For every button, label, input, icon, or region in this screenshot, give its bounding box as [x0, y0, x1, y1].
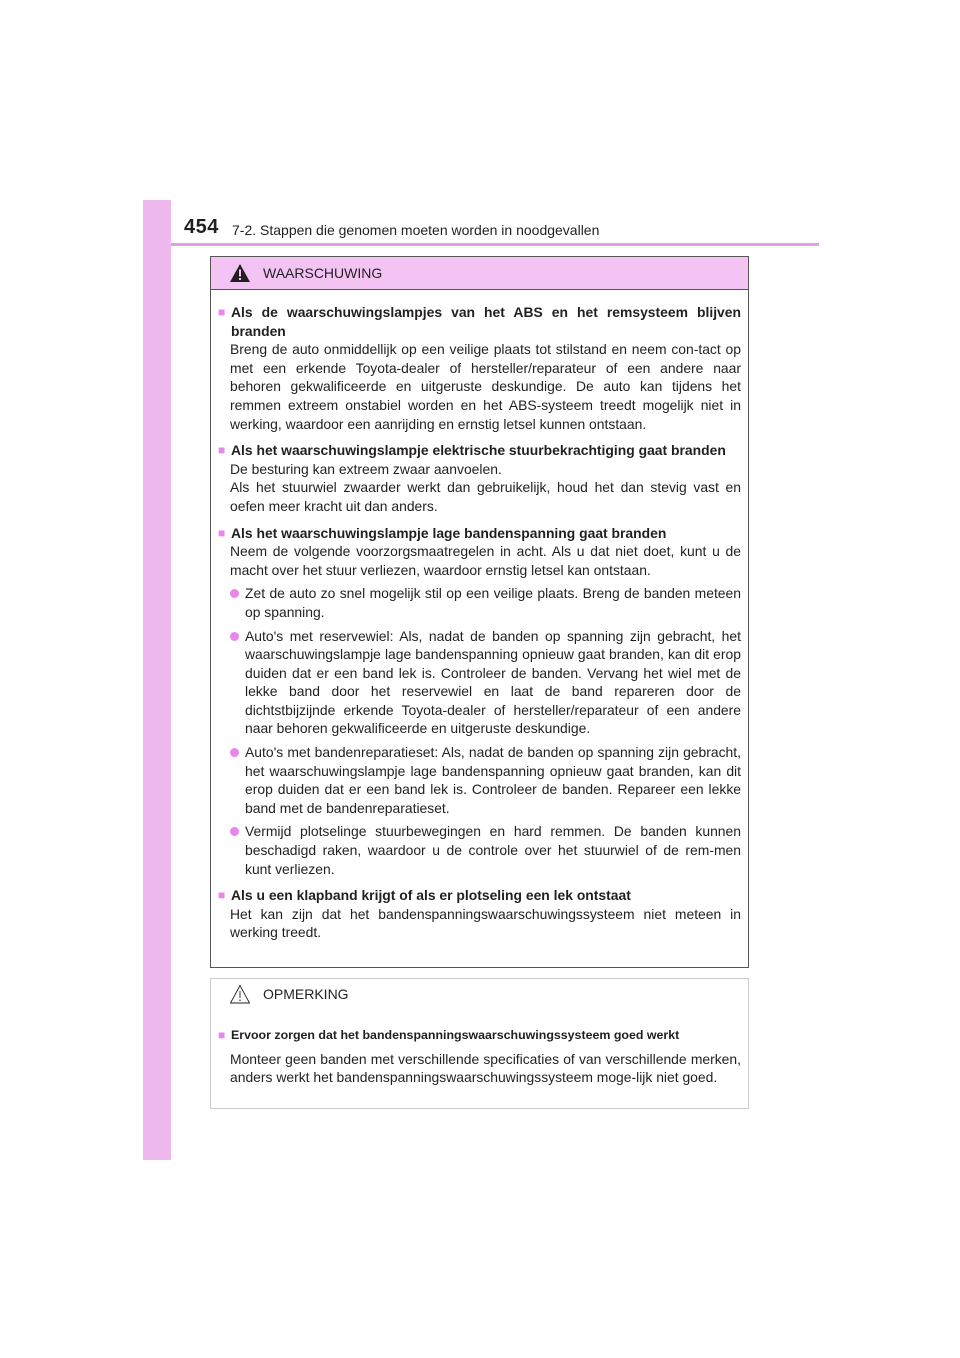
item-heading-text: Als het waarschuwingslampje elektrische stuurbekrachtiging gaat branden — [231, 442, 726, 459]
bullet-dot-icon — [230, 827, 239, 836]
item-heading — [218, 524, 741, 543]
item-paragraph: Monteer geen banden met verschillende specificaties of van verschillende merken, anders werkt het bandenspanningswaarschuwingssysteem moge-lijk niet goed. — [230, 1050, 741, 1086]
square-bullet-icon: ■ — [218, 1028, 226, 1042]
caution-triangle-icon — [229, 984, 251, 1004]
warning-title: WAARSCHUWING — [263, 265, 383, 281]
warning-triangle-icon — [229, 263, 251, 283]
item-heading-text: Als het waarschuwingslampje lage bandenspanning gaat branden — [231, 524, 667, 541]
chapter-side-band — [143, 200, 171, 1160]
notice-item — [218, 1026, 741, 1087]
item-heading-text: Ervoor zorgen dat het bandenspanningswaarschuwingssysteem goed werkt — [231, 1028, 680, 1042]
warning-item — [218, 303, 741, 433]
item-paragraph: Breng de auto onmiddellijk op een veilige plaats tot stilstand en neem con-tact op met een erkende Toyota-dealer of hersteller/reparateur of een andere naar behoren gekwalificeerde en uitgeruste deskundige. De auto kan tijdens het remmen extreem onstabiel worden en het ABS-systeem treedt mogelijk niet in werking, waardoor een aanrijding en ernstig letsel kunnen ontstaan. — [230, 341, 741, 432]
warning-item — [218, 524, 741, 879]
item-paragraph: De besturing kan extreem zwaar aanvoelen. — [230, 460, 502, 477]
bullet-point — [230, 584, 741, 621]
square-bullet-icon: ■ — [218, 525, 226, 540]
warning-item — [218, 441, 741, 515]
item-heading-text: Als de waarschuwingslampjes van het ABS en het remsysteem blijven branden — [231, 304, 741, 339]
bullet-text: Zet de auto zo snel mogelijk stil op een veilige plaats. Breng de banden meteen op spanning. — [245, 585, 741, 620]
bullet-text: Vermijd plotselinge stuurbewegingen en hard remmen. De banden kunnen beschadigd raken, waardoor u de controle over het stuurwiel of de rem-men kunt verliezen. — [245, 823, 741, 877]
bullet-text: Auto's met bandenreparatieset: Als, nadat de banden op spanning zijn gebracht, het waarschuwingslampje lage bandenspanning opnieuw gaat branden, kan dit erop duiden dat er een band lek is. Controleer de banden. Repareer een lekke band met de bandenreparatieset. — [245, 744, 741, 816]
item-heading — [218, 303, 741, 340]
bullet-point — [230, 822, 741, 878]
notice-box — [210, 978, 749, 1109]
bullet-point — [230, 627, 741, 739]
item-paragraph: Het kan zijn dat het bandenspanningswaarschuwingssysteem niet meteen in werking treedt. — [230, 905, 741, 941]
warning-item — [218, 886, 741, 942]
square-bullet-icon: ■ — [218, 888, 226, 903]
square-bullet-icon: ■ — [218, 305, 226, 319]
page-number: 454 — [184, 216, 219, 238]
section-title: 7-2. Stappen die genomen moeten worden in noodgevallen — [232, 222, 600, 238]
notice-header — [211, 979, 748, 1009]
notice-title: OPMERKING — [263, 986, 349, 1002]
item-paragraph: Neem de volgende voorzorgsmaatregelen in acht. Als u dat niet doet, kunt u de macht over het stuur verliezen, waardoor ernstig letsel kan ontstaan. — [230, 543, 741, 578]
square-bullet-icon: ■ — [218, 443, 226, 458]
warning-body — [211, 290, 748, 942]
warning-header — [211, 257, 748, 290]
bullet-point — [230, 743, 741, 817]
bullet-text: Auto's met reservewiel: Als, nadat de banden op spanning zijn gebracht, het waarschuwingslampje lage bandenspanning opnieuw gaat branden, kan dit erop duiden dat er een band lek is. Controleer de banden. Vervang het wiel met de lekke band door het reservewiel en laat de band repareren door de dichtstbijzijnde erkende Toyota-dealer of hersteller/reparateur of een andere naar behoren gekwalificeerde en uitgeruste deskundige. — [245, 627, 741, 737]
bullet-dot-icon — [230, 748, 239, 757]
item-heading — [218, 886, 741, 905]
bullet-dot-icon — [230, 632, 239, 641]
bullet-dot-icon — [230, 589, 239, 598]
item-heading — [218, 441, 741, 460]
item-heading-text: Als u een klapband krijgt of als er plotseling een lek ontstaat — [231, 887, 631, 904]
warning-box — [210, 256, 749, 968]
item-heading — [218, 1026, 741, 1045]
header-rule — [171, 243, 819, 246]
notice-body — [211, 1009, 748, 1087]
item-paragraph: Als het stuurwiel zwaarder werkt dan gebruikelijk, houd het dan stevig vast en oefen meer kracht uit dan anders. — [230, 479, 741, 514]
